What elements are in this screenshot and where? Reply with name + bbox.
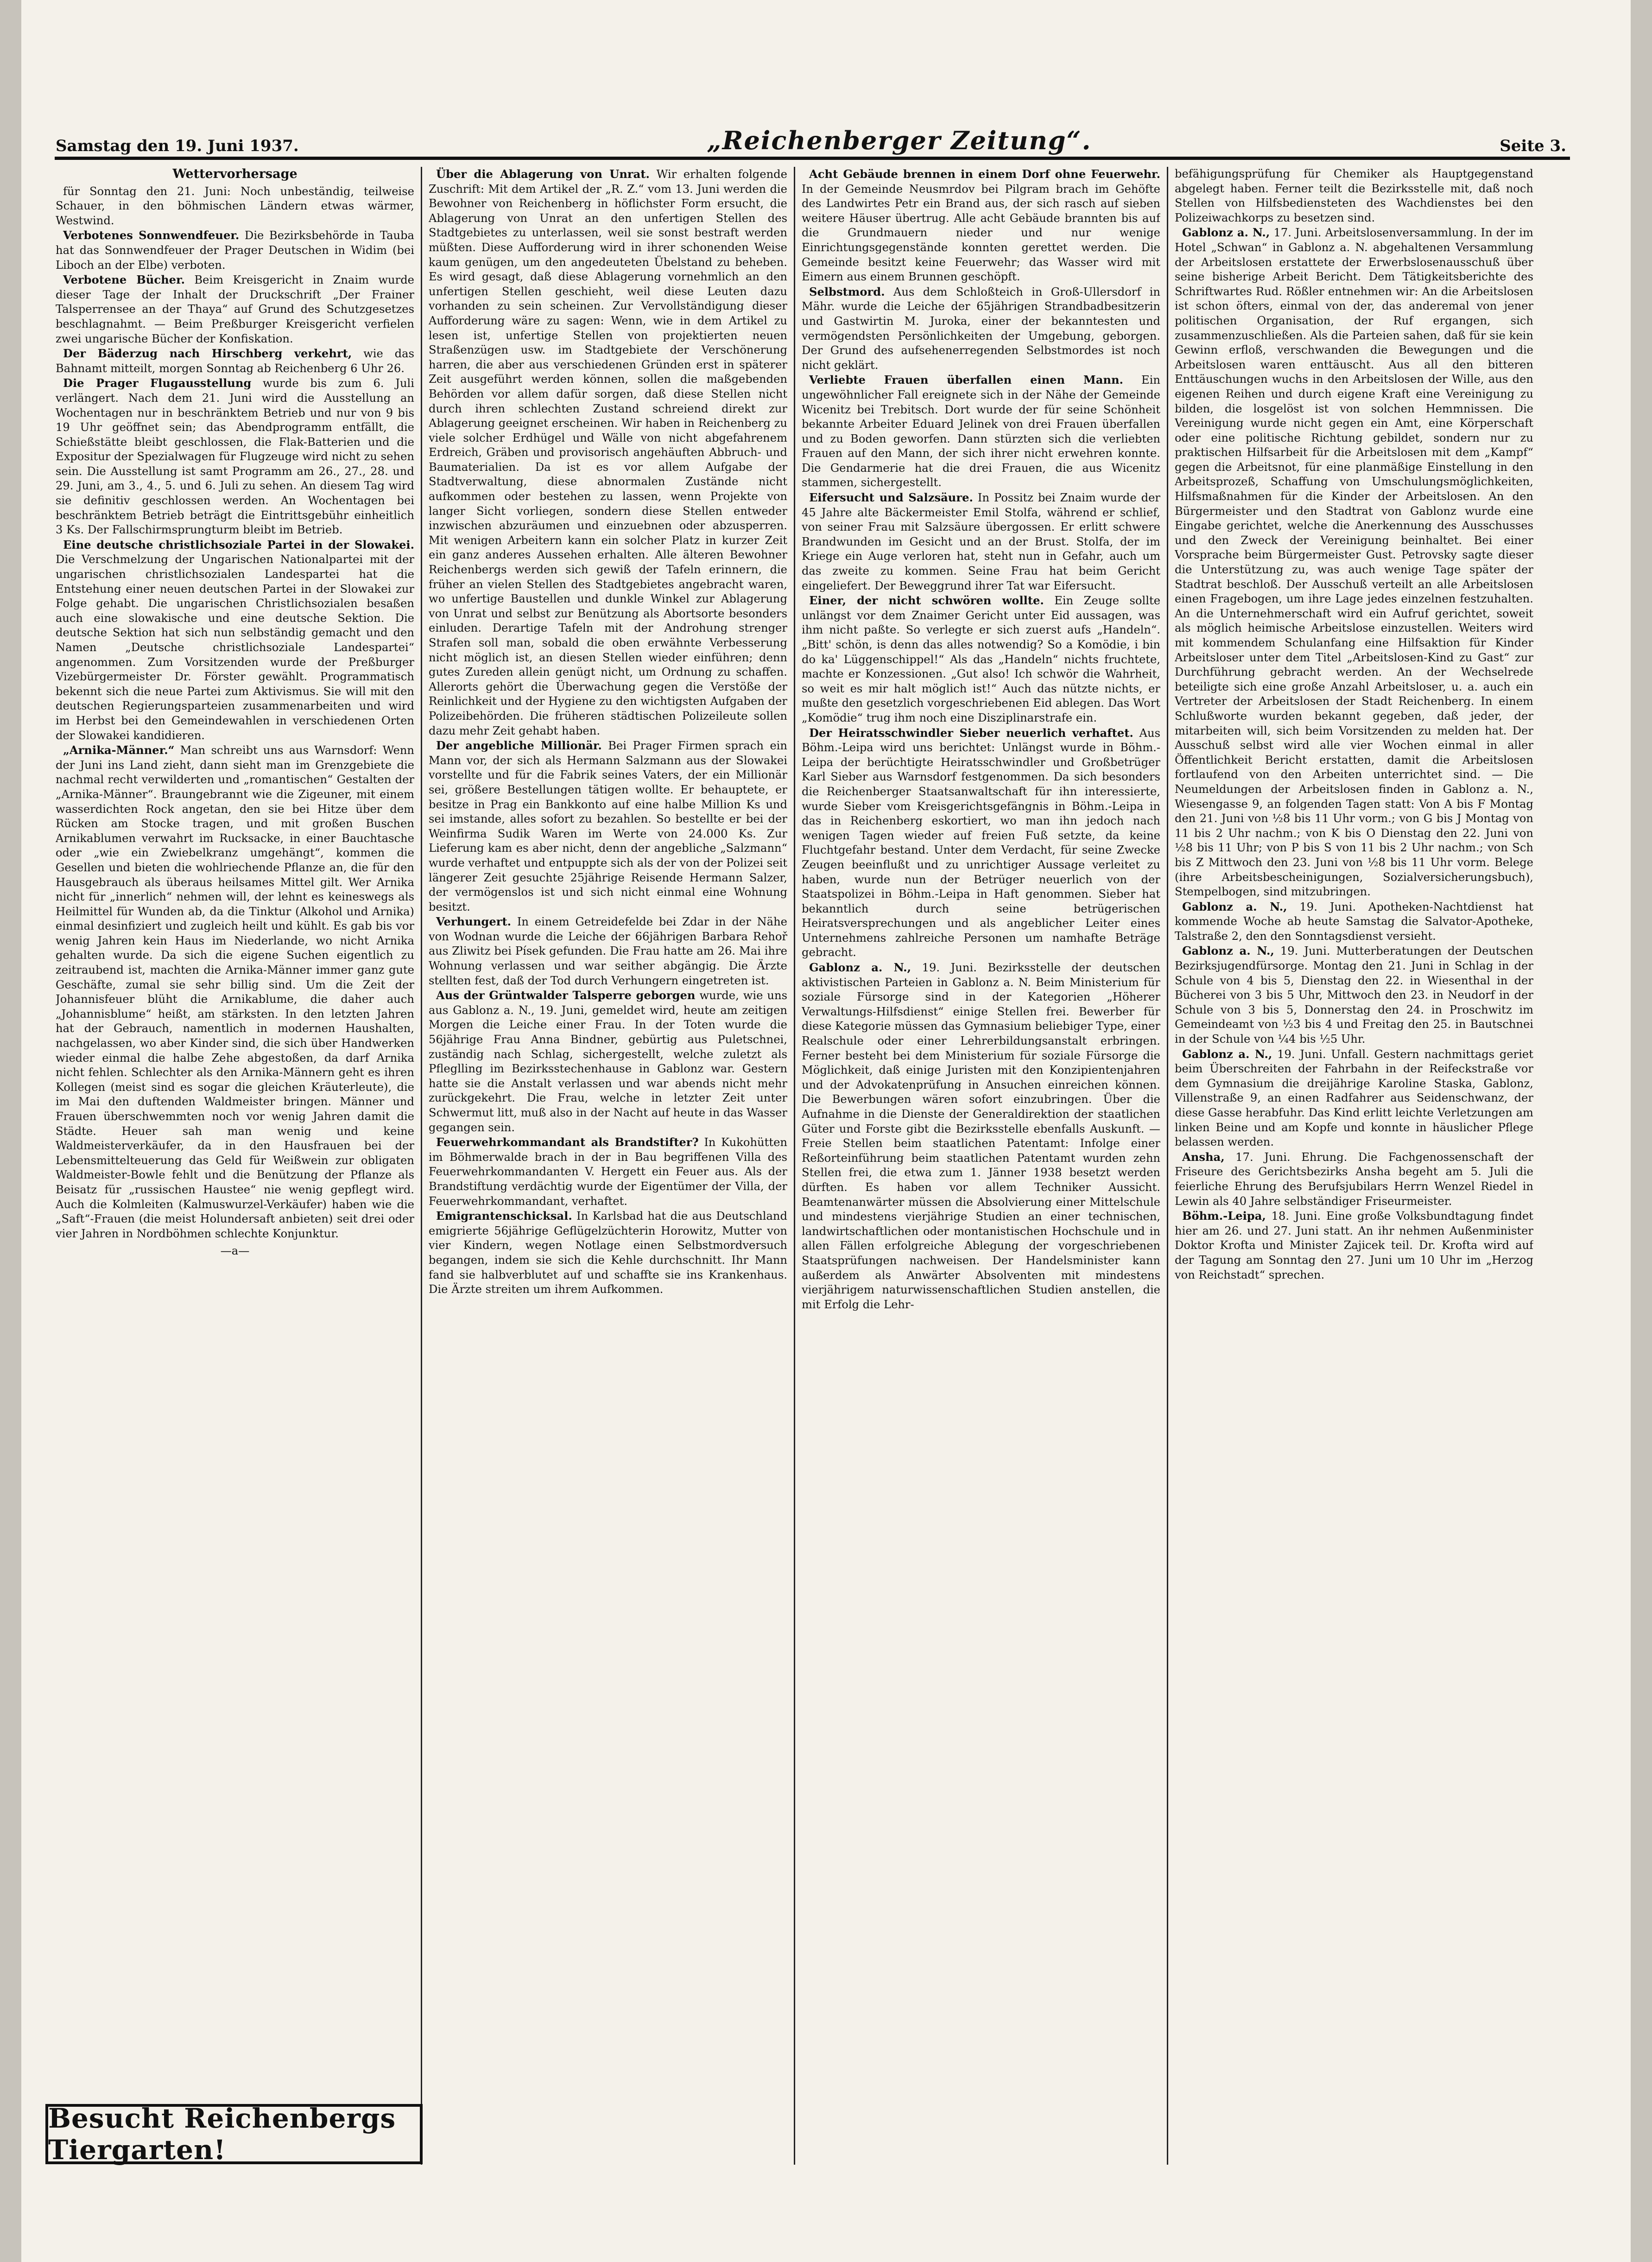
article-body: In Possitz bei Znaim wurde der 45 Jahre alte Bäckermeister Emil Stolfa, während er schlief, von seiner Frau mit Salzsäure übergossen. Er erlitt schwere Brandwunden im Gesicht und an der Brust. Stolfa, der im Kriege ein Auge verloren hat, steht nun in Gefahr, auch um das zweite zu kommen. Seine Frau hat beim Gericht eingeliefert. Der Beweggrund ihrer Tat war Eifersucht.	[802, 491, 1160, 592]
column-3	[802, 167, 1160, 2165]
article-body: Ein Zeuge sollte unlängst vor dem Znaimer Gericht unter Eid aussagen, was ihm nicht paßte. So verlegte er sich zuerst aufs „Handeln“. „Bitt' schön, is denn das alles notwendig? So a Komödie, i bin do ka' Lüggenschippel!“ Als das „Handeln“ nichts fruchtete, machte er Konzessionen. „Gut also! Ich schwör die Wahrheit, so weit es mir halt möglich ist!“ Auch das nützte nichts, er mußte den gesetzlich vorgeschriebenen Eid ablegen. Das Wort „Komödie“ trug ihm noch eine Disziplinarstrafe ein.	[802, 594, 1160, 724]
article-body: 18. Juni. Eine große Volksbundtagung findet hier am 26. und 27. Juni statt. An ihr nehmen Außenminister Doktor Krofta und Minister Zajicek teil. Dr. Krofta wird auf der Tagung am Sonntag den 27. Juni um 10 Uhr im „Herzog von Reichstadt“ sprechen.	[1175, 1210, 1533, 1281]
article-heading: Böhm.-Leipa,	[1182, 1209, 1266, 1223]
masthead-title: „Reichenberger Zeitung“.	[707, 126, 1092, 155]
article	[56, 376, 414, 538]
article-heading: Selbstmord.	[809, 285, 885, 298]
article-body: 19. Juni. Unfall. Gestern nachmittags geriet beim Überschreiten der Fahrbahn in der Reifeckstraße vor dem Gymnasium die dreijährige Karoline Staska, Gablonz, Villenstraße 9, an einen Radfahrer aus Seidenschwanz, der diese Gasse herabfuhr. Das Kind erlitt leichte Verletzungen am linken Beine und am Kopfe und konnte in häuslicher Pflege belassen werden.	[1175, 1047, 1533, 1149]
article-body: Die Bezirksbehörde in Tauba hat das Sonnwendfeuer der Prager Deutschen in Widim (bei Liboch an der Elbe) verboten.	[56, 229, 414, 272]
column-divider	[1167, 167, 1168, 2165]
article	[1175, 1209, 1533, 1282]
article-body: Die Verschmelzung der Ungarischen Nationalpartei mit der ungarischen christlichsozialen Landespartei hat die Entstehung einer neuen deutschen Partei in der Slowakei zur Folge gehabt. Die ungarischen Christlichsozialen besaßen auch eine slowakische und eine deutsche Sektion. Die deutsche Sektion hat sich nun selbständig gemacht und den Namen „Deutsche christlichsoziale Landespartei“ angenommen. Zum Vorsitzenden wurde der Preßburger Vizebürgermeister Dr. Förster gewählt. Programmatisch bekennt sich die neue Partei zum Aktivismus. Sie will mit den deutschen Regierungsparteien zusammenarbeiten und wird im Herbst bei den Gemeindewahlen in verschiedenen Orten der Slowakei kandidieren.	[56, 553, 414, 742]
article-heading: Einer, der nicht schwören wollte.	[809, 594, 1044, 608]
article	[56, 538, 414, 743]
article-heading: Gablonz a. N.,	[1182, 1047, 1272, 1061]
article-heading: Über die Ablagerung von Unrat.	[436, 167, 650, 181]
article-heading: Gablonz a. N.,	[809, 961, 911, 975]
article	[1175, 900, 1533, 944]
article	[802, 490, 1160, 593]
article-body: wurde bis zum 6. Juli verlängert. Nach dem 21. Juni wird die Ausstellung an Wochentagen nur in beschränktem Betrieb und nur von 9 bis 19 Uhr geöffnet sein; das Abendprogramm entfällt, die Schießstätte bleibt geschlossen, die Flak-Batterien und die Expositur der Spezialwagen für Flugzeuge wird nicht zu sehen sein. Die Ausstellung ist samt Programm am 26., 27., 28. und 29. Juni, am 3., 4., 5. und 6. Juli zu sehen. An diesem Tag wird sie definitiv geschlossen werden. An Wochentagen bei beschränktem Betrieb beträgt die Eintrittsgebühr einheitlich 3 Ks. Der Fallschirmsprungturm bleibt im Betrieb.	[56, 377, 414, 537]
column-divider	[794, 167, 795, 2165]
article-body: 19. Juni. Apotheken-Nachtdienst hat kommende Woche ab heute Samstag die Salvator-Apotheke, Talstraße 2, den den Sonntagsdienst versieht.	[1175, 900, 1533, 943]
article	[429, 167, 787, 738]
article-heading: „Arnika-Männer.“	[63, 743, 175, 757]
article	[1175, 1150, 1533, 1209]
masthead-page-number: Seite 3.	[1500, 137, 1566, 155]
article-body: 19. Juni. Mutterberatungen der Deutschen Bezirksjugendfürsorge. Montag den 21. Juni in Schlag in der Schule von 4 bis 5, Dienstag den 22. in Wiesenthal in der Bücherei von 3 bis 5 Uhr, Mittwoch den 23. in Neudorf in der Schule von 3 bis 5, Donnerstag den 24. in Proschwitz im Gemeindeamt von ½3 bis 4 und Freitag den 25. in Bautschnei in der Schule von ¼4 bis ½5 Uhr.	[1175, 944, 1533, 1046]
article-heading: Eine deutsche christlichsoziale Partei in der Slowakei.	[63, 538, 414, 551]
article-body: In der Gemeinde Neusmrdov bei Pilgram brach im Gehöfte des Landwirtes Petr ein Brand aus, der sich rasch auf sieben weitere Häuser übertrug. Alle acht Gebäude brannten bis auf die Grundmauern nieder und nur wenige Einrichtungsgegenstände konnten gerettet werden. Die Gemeinde besitzt keine Feuerwehr; das Wasser wird mit Eimern aus einem Brunnen geschöpft.	[802, 182, 1160, 284]
article	[802, 373, 1160, 490]
article-body: Beim Kreisgericht in Znaim wurde dieser Tage der Inhalt der Druckschrift „Der Frainer Talsperrensee an der Thaya“ auf Grund des Schutzgesetzes beschlagnahmt. — Beim Preßburger Kreisgericht verfielen zwei ungarische Bücher der Konfiskation.	[56, 273, 414, 345]
article-heading: Eifersucht und Salzsäure.	[809, 491, 973, 505]
article-continuation: befähigungsprüfung für Chemiker als Hauptgegenstand abgelegt haben. Ferner teilt die Bezirksstelle mit, daß noch Stellen von Hilfsbediensteten des Wachdienstes bei den Polizeiwachkorps zu besetzen sind.	[1175, 167, 1533, 224]
article	[802, 593, 1160, 725]
article-heading: Verhungert.	[436, 915, 512, 929]
article	[802, 960, 1160, 1312]
column-2	[429, 167, 787, 2165]
article-heading: Acht Gebäude brennen in einem Dorf ohne Feuerwehr.	[809, 167, 1160, 181]
masthead-rule	[55, 157, 1570, 160]
article-heading: Aus der Grüntwalder Talsperre geborgen	[436, 988, 696, 1002]
article-body: In einem Getreidefelde bei Zdar in der Nähe von Wodnan wurde die Leiche der 66jährigen Barbara Rehoř aus Zliwitz bei Písek gefunden. Die Frau hatte am 26. Mai ihre Wohnung verlassen und war seither abgängig. Die Ärzte stellten fest, daß der Tod durch Verhungern eingetreten ist.	[429, 915, 787, 987]
article-heading: Der angebliche Millionär.	[436, 739, 602, 753]
article-heading: Feuerwehrkommandant als Brandstifter?	[436, 1135, 699, 1149]
article-body: Wir erhalten folgende Zuschrift: Mit dem Artikel der „R. Z.“ vom 13. Juni werden die Bewohner von Reichenberg in höflichster Form ersucht, die Ablagerung von Unrat an den unfertigen Stellen des Stadtgebietes zu unterlassen, weil sie sonst bestraft werden müßten. Diese Aufforderung wird in ihrer schonenden Weise kaum genügen, um den angedeuteten Übelstand zu beheben. Es wird gesagt, daß diese Ablagerung vornehmlich an den unfertigen Stellen geschieht, weil diese Leuten dazu vorhanden zu sein scheinen. Zur Vervollständigung dieser Aufforderung wäre zu sagen: Wenn, wie in dem Artikel zu lesen ist, unfertige Stellen von projektierten neuen Straßenzügen usw. im Stadtgebiete der Verschönerung harren, die aber aus verschiedenen Gründen erst in späterer Zeit ausgeführt werden können, sollen die maßgebenden Behörden vor allem dafür sorgen, daß diese Stellen nicht durch ihren schlechten Zustand schreiend direkt zur Ablagerung geeignet erscheinen. Wir haben in Reichenberg zu viele solcher Erdhügel und Wälle von nicht abgefahrenem Erdreich, Gräben und provisorisch angehäuften Abbruch- und Baumaterialien. Da ist es vor allem Aufgabe der Stadtverwaltung, diese abnormalen Zustände nicht aufkommen oder bestehen zu lassen, wenn Projekte von langer Sicht vorliegen, sondern diese Stellen entweder inzwischen abzuräumen und einzuebnen oder abzusperren. Mit wenigen Arbeitern kann ein solcher Platz in kurzer Zeit ein ganz anderes Aussehen erhalten. Alle älteren Bewohner Reichenbergs werden sich gewiß der Tafeln erinnern, die früher an vielen Stellen des Stadtgebietes angebracht waren, wo unfertige Baustellen und dunkle Winkel zur Ablagerung von Unrat und selbst zur Benützung als Abortsorte besonders einluden. Derartige Tafeln mit der Androhung strenger Strafen soll man, sobald die oben erwähnte Verbesserung nicht möglich ist, an diesen Stellen wieder einführen; denn gutes Zureden allein genügt nicht, um Ordnung zu schaffen. Allerorts gehört die Überwachung gegen die Verstöße der Reinlichkeit und der Hygiene zu den wichtigsten Aufgaben der Polizeibehörden. Die früheren städtischen Polizeileute sollen dazu mehr Zeit gehabt haben.	[429, 168, 787, 737]
article-heading: Gablonz a. N.,	[1182, 900, 1287, 913]
article	[56, 743, 414, 1241]
article-heading: Verliebte Frauen überfallen einen Mann.	[809, 373, 1123, 387]
article	[429, 1135, 787, 1209]
article	[1175, 1047, 1533, 1150]
article-body: Bei Prager Firmen sprach ein Mann vor, der sich als Hermann Salzmann aus der Slowakei vorstellte und für die Fabrik seines Vaters, der ein Millionär sei, größere Bestellungen tätigen wollte. Er behauptete, er besitze in Prag ein Bankkonto auf eine halbe Million Ks und sei imstande, alles sofort zu bezahlen. So bestellte er bei der Weinfirma Sudik Waren im Werte von 24.000 Ks. Zur Lieferung kam es aber nicht, denn der angebliche „Salzmann“ wurde verhaftet und entpuppte sich als der von der Polizei seit längerer Zeit gesuchte 25jährige Reisende Hermann Salzer, der vermögenslos ist und sich nicht einmal eine Wohnung besitzt.	[429, 739, 787, 913]
article	[56, 346, 414, 376]
article-body: wurde, wie uns aus Gablonz a. N., 19. Juni, gemeldet wird, heute am zeitigen Morgen die Leiche einer Frau. In der Toten wurde die 56jährige Frau Anna Bindner, gebürtig aus Puletschnei, zuständig nach Schlag, sichergestellt, welche zuletzt als Pfleglling im Bezirksstechenhause in Gablonz war. Gestern hatte sie die Anstalt verlassen und war abends nicht mehr zurückgekehrt. Die Frau, welche in letzter Zeit unter Schwermut litt, muß also in der Nacht auf heute in das Wasser gegangen sein.	[429, 989, 787, 1134]
advertisement-text: Besucht Reichenbergs Tiergarten!	[48, 2103, 396, 2166]
column-4	[1175, 167, 1533, 2165]
article-heading: Gablonz a. N.,	[1182, 944, 1274, 958]
article-heading: Emigrantenschicksal.	[436, 1209, 572, 1223]
scan-edge-right	[1631, 0, 1652, 2262]
masthead	[56, 114, 1566, 155]
weather-heading: Wettervorhersage	[172, 167, 297, 181]
article-body: Aus Böhm.-Leipa wird uns berichtet: Unlängst wurde in Böhm.-Leipa der berüchtigte Heiratsschwindler und Großbetrüger Karl Sieber aus Warnsdorf festgenommen. Da sich besonders die Reichenberger Staatsanwaltschaft für ihn interessierte, wurde Sieber vom Kreisgerichtsgefängnis in Böhm.-Leipa in das in Reichenberg eskortiert, wo man ihn jedoch nach wenigen Tagen wieder auf freien Fuß setzte, da keine Fluchtgefahr bestand. Unter dem Verdacht, für seine Zwecke Zeugen beeinflußt und zu unrichtiger Aussage verleitet zu haben, wurde nun der Betrüger neuerlich von der Staatspolizei in Böhm.-Leipa in Haft genommen. Sieber hat bekanntlich durch seine betrügerischen Heiratsversprechungen und als angeblicher Leiter eines Unternehmens zahlreiche Personen um namhafte Beträge gebracht.	[802, 726, 1160, 959]
article-signature: —a—	[220, 1244, 250, 1258]
article-body: In Karlsbad hat die aus Deutschland emigrierte 56jährige Geflügelzüchterin Horowitz, Mutter von vier Kindern, wegen Notlage einen Selbstmordversuch begangen, indem sie sich die Kehle durchschnitt. Ihr Mann fand sie halbverblutet auf und schaffte sie ins Krankenhaus. Die Ärzte streiten um ihrem Aufkommen.	[429, 1210, 787, 1296]
article	[802, 726, 1160, 961]
masthead-date: Samstag den 19. Juni 1937.	[56, 137, 299, 155]
scan-edge-left	[0, 0, 21, 2262]
weather-text: für Sonntag den 21. Juni: Noch unbeständig, teilweise Schauer, in den böhmischen Ländern etwas wärmer, Westwind.	[56, 184, 414, 227]
zoo-advertisement	[45, 2104, 423, 2164]
article-body: 19. Juni. Bezirksstelle der deutschen aktivistischen Parteien in Gablonz a. N. Beim Ministerium für soziale Fürsorge sind in der Kategorien „Höherer Verwaltungs-Hilfsdienst“ einige Stellen frei. Bewerber für diese Kategorie müssen das Gymnasium beliebiger Type, einer Realschule oder einer Lehrerbildungsanstalt erbringen. Ferner besteht bei dem Ministerium für soziale Fürsorge die Möglichkeit, daß einige Juristen mit den Konzipientenjahren und der Advokatenprüfung in Ansuchen einreichen können. Die Bewerbungen wären sofort einzubringen. Über die Aufnahme in die Dienste der Generaldirektion der staatlichen Güter und Forste gibt die Bezirksstelle ebenfalls Auskunft. — Freie Stellen beim staatlichen Patentamt: Infolge einer Reßorteinführung beim staatlichen Patentamt wurden zehn Stellen frei, die etwa zum 1. Jänner 1938 besetzt werden dürften. Es haben vor allem Techniker Aussicht. Beamtenanwärter müssen die Absolvierung einer Mittelschule und mindestens vierjährige Studien an einer technischen, landwirtschaftlichen oder montanistischen Hochschule und in allen Fällen erfolgreiche Ablegung der vorgeschriebenen Staatsprüfungen nachweisen. Der Handelsminister kann außerdem als Anwärter Absolventen mit mindestens vierjährigem naturwissenschaftlichen Studien anstellen, die mit Erfolg die Lehr-	[802, 961, 1160, 1311]
article-heading: Verbotene Bücher.	[63, 273, 185, 287]
article-body: Man schreibt uns aus Warnsdorf: Wenn der Juni ins Land zieht, dann sieht man im Grenzgebiete die nachmal recht verwilderten und „romantischen“ Gestalten der „Arnika-Männer“. Braungebrannt wie die Zigeuner, mit einem wasserdichten Rock angetan, den sie bei Hitze über dem Rücken am Stocke tragen, und mit großen Buschen Arnikablumen verwahrt im Rucksacke, in einer Bauchtasche oder „wie ein Zwiebelkranz umgehängt“, kommen die Gesellen und bieten die wohlriechende Pflanze an, die für den Hausgebrauch als überaus heilsames Mittel gilt. Wer Arnika nicht für „innerlich“ nehmen will, der lehnt es keineswegs als Heilmittel für Wunden ab, da die Tinktur (Alkohol und Arnika) einmal desinfiziert und zugleich heilt und kühlt. Es gab bis vor wenig Jahren kein Haus im Niederlande, wo nicht Arnika gehalten wurde. Da sich die eigene Suchen eigentlich zu zeitraubend ist, machten die Arnika-Männer immer ganz gute Geschäfte, zumal sie sehr billig sind. Um die Zeit der Johannisfeuer blüht die Arnikablume, die daher auch „Johannisblume“ heißt, am stärksten. In den letzten Jahren hat der Gebrauch, namentlich in modernen Haushalten, nachgelassen, wo aber Kinder sind, die sich über Handwerken wieder einmal die halbe Zehe abgestoßen, da darf Arnika nicht fehlen. Schlechter als den Arnika-Männern geht es ihren Kollegen (meist sind es sogar die gleichen Kräuterleute), die im Mai den duftenden Waldmeister bringen. Männer und Frauen überschwemmten noch vor wenig Jahren damit die Städte. Heuer sah man wenig und keine Waldmeisterverkäufer, da in den Hausfrauen bei der Lebensmittelteuerung das Geld für Weißwein zur obligaten Waldmeister-Bowle fehlt und die Benützung der Pflanze als Beisatz für „russischen Haustee“ nie wenig gepflegt wird. Auch die Kolmleiten (Kalmuswurzel-Verkäufer) haben wie die „Saft“-Frauen (die meist Holundersaft anbieten) seit drei oder vier Jahren in Nordböhmen schlechte Konjunktur.	[56, 744, 414, 1240]
article-body: wie das Bahnamt mitteilt, morgen Sonntag ab Reichenberg 6 Uhr 26.	[56, 347, 414, 375]
article	[56, 272, 414, 346]
article-body: 17. Juni. Ehrung. Die Fachgenossenschaft der Friseure des Gerichtsbezirks Ansha begeht am 5. Juli die feierliche Ehrung des Berufsjubilars Herrn Wenzel Riedel in Lewin als 40 Jahre selbständiger Friseurmeister.	[1175, 1150, 1533, 1208]
column-divider	[421, 167, 422, 2165]
article	[56, 228, 414, 272]
article	[429, 1209, 787, 1297]
article-body: In Kukohütten im Böhmerwalde brach in der in Bau begriffenen Villa des Feuerwehrkommandanten V. Hergett ein Feuer aus. Als der Brandstiftung verdächtig wurde der Eigentümer der Villa, der Feuerwehrkommandant, verhaftet.	[429, 1136, 787, 1208]
article	[429, 738, 787, 914]
article-heading: Der Heiratsschwindler Sieber neuerlich verhaftet.	[809, 726, 1133, 740]
article-heading: Gablonz a. N.,	[1182, 226, 1270, 240]
article-heading: Die Prager Flugausstellung	[63, 376, 252, 390]
article-heading: Der Bäderzug nach Hirschberg verkehrt,	[63, 347, 352, 361]
article-body: 17. Juni. Arbeitslosenversammlung. In der im Hotel „Schwan“ in Gablonz a. N. abgehaltenen Versammlung der Arbeitslosen erstattete der Erwerbslosenausschuß über seine bisherige Arbeit Bericht. Dem Tätigkeitsberichte des Schriftwartes Rud. Rößler entnehmen wir: An die Arbeitslosen ist schon öfters, einmal von der, das anderemal von jener politischen Organisation, der Ruf ergangen, sich zusammenzuschließen. Als die Parteien sahen, daß für sie kein Gewinn erfloß, verschwanden die Bewegungen und die Arbeitslosen waren enttäuscht. Aus all den bitteren Enttäuschungen wuchs in den Arbeitslosen der Wille, aus den eigenen Reihen und durch eigene Kraft eine Vereinigung zu bilden, die losgelöst ist von solchen Hemmnissen. Die Vereinigung wurde nicht gegen ein Amt, eine Körperschaft oder eine politische Richtung gebildet, sondern nur zu praktischen Hilfsarbeit für die Arbeitslosen mit dem „Kampf“ gegen die Arbeitsnot, für eine planmäßige Einstellung in den Arbeitsprozeß, Schaffung von Umschulungsmöglichkeiten, Hilfsmaßnahmen für die Kinder der Arbeitslosen. An den Bürgermeister und den Stadtrat von Gablonz wurde eine Eingabe gerichtet, welche die Anerkennung des Ausschusses und den Zweck der Vereinigung beinhaltet. Bei einer Vorsprache beim Bürgermeister Gust. Petrovsky sagte dieser die Unterstützung zu, was auch wenige Tage später der Stadtrat beschloß. Der Ausschuß verteilt an alle Arbeitslosen einen Fragebogen, um ihre Lage jedes einzelnen festzuhalten. An die Unternehmerschaft wird ein Aufruf gerichtet, soweit als möglich heimische Arbeitslose einzustellen. Weiters wird mit kommendem Schulanfang eine Hilfsaktion für Kinder Arbeitsloser unter dem Titel „Arbeitslosen-Kind zu Gast“ zur Durchführung gebracht werden. An der Wechselrede beteiligte sich eine große Anzahl Arbeitsloser, u. a. auch ein Vertreter der Arbeitslosen der Stadt Reichenberg. In einem Schlußworte wurden bekannt gegeben, daß jeder, der mitarbeiten will, sich beim Vorsitzenden zu melden hat. Der Ausschuß selbst wird alle vier Wochen einmal in aller Öffentlichkeit Bericht erstatten, damit die Arbeitslosen fortlaufend von den Arbeiten unterrichtet sind. — Die Neumeldungen der Arbeitslosen finden in Gablonz a. N., Wiesengasse 9, an folgenden Tagen statt: Von A bis F Montag den 21. Juni von ½8 bis 11 Uhr vorm.; von G bis J Montag von 11 bis 2 Uhr nachm.; von K bis O Dienstag den 22. Juni von ½8 bis 11 Uhr; von P bis S von 11 bis 2 Uhr nachm.; von Sch bis Z Mittwoch den 23. Juni von ½8 bis 11 Uhr vorm. Belege (ihre Arbeitsbescheinigungen, Sozialversicherungsbuch), Stempelbogen, sind mitzubringen.	[1175, 226, 1533, 899]
article-heading: Verbotenes Sonnwendfeuer.	[63, 228, 240, 242]
article	[1175, 225, 1533, 899]
article-body: Ein ungewöhnlicher Fall ereignete sich in der Nähe der Gemeinde Wicenitz bei Trebitsch. Dort wurde der für seine Schönheit bekannte Arbeiter Eduard Jelinek von drei Frauen überfallen und zu Boden geworfen. Dann stürzten sich die verliebten Frauen auf den Mann, der sich ihrer nicht erwehren konnte. Die Gendarmerie hat die drei Frauen, die aus Wicenitz stammen, sichergestellt.	[802, 374, 1160, 489]
article	[429, 914, 787, 988]
article-body: Aus dem Schloßteich in Groß-Ullersdorf in Mähr. wurde die Leiche der 65jährigen Strandbadbesitzerin und Gastwirtin M. Juroka, einer der bekanntesten und vermögendsten Persönlichkeiten der Umgebung, geborgen. Der Grund des aufsehenerregenden Selbstmordes ist noch nicht geklärt.	[802, 285, 1160, 372]
article	[1175, 944, 1533, 1046]
article	[802, 167, 1160, 285]
column-1	[56, 167, 414, 2165]
article	[802, 285, 1160, 373]
article	[429, 988, 787, 1135]
article-heading: Ansha,	[1182, 1150, 1225, 1164]
